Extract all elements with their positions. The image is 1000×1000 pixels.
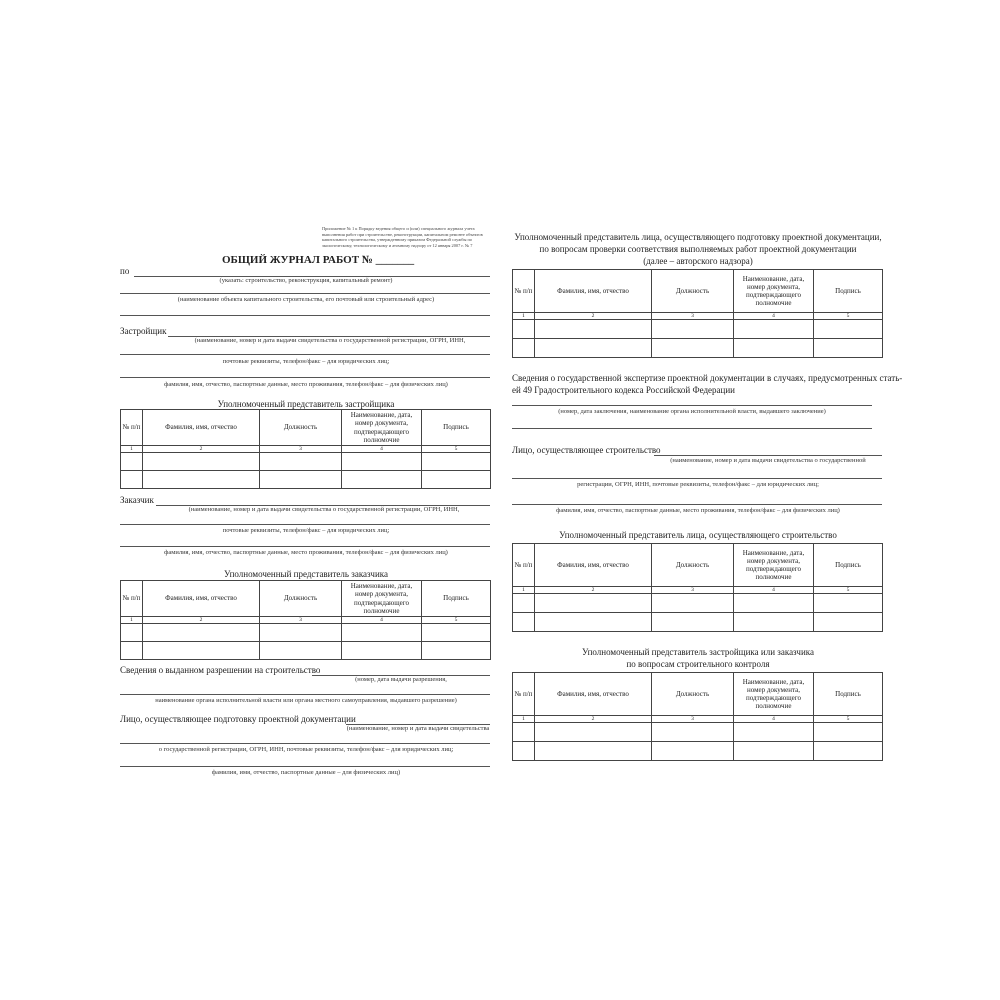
- expertise-line-2[interactable]: [512, 428, 872, 429]
- col-doc: Наименование, дата, номер документа, подтверждающего полномочие: [342, 581, 422, 617]
- col-name: Фамилия, имя, отчество: [535, 544, 652, 587]
- num-3: 3: [652, 716, 734, 723]
- col-name: Фамилия, имя, отчество: [143, 581, 260, 617]
- table-row[interactable]: [121, 642, 491, 660]
- developer-line-2[interactable]: [120, 354, 490, 355]
- cap-bld-2: регистрации, ОГРН, ИНН, почтовые реквизиты, телефон/факс – для юридических лиц;: [577, 481, 819, 488]
- rep-designer-heading-1: Уполномоченный представитель лица, осуществляющего подготовку проектной документации,: [514, 232, 882, 242]
- cap-cus-1: (наименование, номер и дата выдачи свидетельства о государственной регистрации, ОГРН, ИНН,: [188, 506, 460, 513]
- rep-control-heading-1: Уполномоченный представитель застройщика или заказчика: [581, 647, 815, 657]
- object-line[interactable]: [120, 293, 490, 294]
- col-num: № п/п: [513, 673, 535, 716]
- num-4: 4: [734, 716, 814, 723]
- builder-line-3[interactable]: [512, 504, 882, 505]
- cap-bld-1: (наименование, номер и дата выдачи свидетельства о государственной: [670, 457, 866, 464]
- journal-title: ОБЩИЙ ЖУРНАЛ РАБОТ № _______: [222, 254, 415, 266]
- num-2: 2: [535, 313, 652, 320]
- num-3: 3: [652, 587, 734, 594]
- num-4: 4: [342, 617, 422, 624]
- cap-bld-3: фамилия, имя, отчество, паспортные данные, место проживания, телефон/факс – для физических лиц): [556, 507, 840, 514]
- cap-dev-3: фамилия, имя, отчество, паспортные данные, место проживания, телефон/факс – для физических лиц): [164, 381, 448, 388]
- col-doc: Наименование, дата, номер документа, подтверждающего полномочие: [734, 544, 814, 587]
- rep-customer-heading: Уполномоченный представитель заказчика: [223, 569, 389, 579]
- col-num: № п/п: [513, 544, 535, 587]
- num-1: 1: [513, 716, 535, 723]
- expertise-text-2: ей 49 Градостроительного кодекса Российской Федерации: [512, 385, 735, 395]
- col-sign: Подпись: [814, 270, 883, 313]
- col-num: № п/п: [121, 581, 143, 617]
- cap-des-2: о государственной регистрации, ОГРН, ИНН, почтовые реквизиты, телефон/факс – для юридических лиц;: [158, 746, 454, 753]
- rep-designer-table: [512, 269, 883, 358]
- col-position: Должность: [260, 581, 342, 617]
- rep-designer-heading-3: (далее – авторского надзора): [643, 256, 753, 266]
- num-1: 1: [513, 587, 535, 594]
- cap-type: (указать: строительство, реконструкция, капитальный ремонт): [219, 277, 393, 284]
- cap-exp: (номер, дата заключения, наименование органа исполнительной власти, выдавшего заключение): [558, 408, 826, 415]
- col-doc: Наименование, дата, номер документа, подтверждающего полномочие: [734, 673, 814, 716]
- num-3: 3: [260, 617, 342, 624]
- col-name: Фамилия, имя, отчество: [535, 270, 652, 313]
- num-2: 2: [535, 716, 652, 723]
- num-5: 5: [814, 716, 883, 723]
- num-4: 4: [734, 587, 814, 594]
- num-3: 3: [260, 446, 342, 453]
- col-doc: Наименование, дата, номер документа, подтверждающего полномочие: [734, 270, 814, 313]
- col-num: № п/п: [121, 410, 143, 446]
- col-position: Должность: [652, 270, 734, 313]
- col-position: Должность: [652, 544, 734, 587]
- developer-label: Застройщик: [120, 326, 167, 336]
- customer-label: Заказчик: [120, 495, 154, 505]
- object-line-2[interactable]: [120, 315, 490, 316]
- po-label: по: [120, 266, 130, 276]
- num-4: 4: [342, 446, 422, 453]
- rep-designer-heading-2: по вопросам проверки соответствия выполняемых работ проектной документации: [539, 244, 857, 254]
- table-row[interactable]: [513, 742, 883, 761]
- col-name: Фамилия, имя, отчество: [535, 673, 652, 716]
- cap-dev-2: почтовые реквизиты, телефон/факс – для юридических лиц;: [222, 358, 390, 365]
- customer-line-3[interactable]: [120, 546, 490, 547]
- cap-dev-1: (наименование, номер и дата выдачи свидетельства о государственной регистрации, ОГРН, ИНН,: [194, 337, 466, 344]
- appendix-note: Приложение № 1 к Порядку ведения общего и (или) специального журнала учета выполнения работ при строительстве, реконструкции, капитальном ремонте объектов капитального строительства, утвержденному приказом Федеральной службы по экологическому, технологическому и атомному надзору от 12 января 2007 г. № 7: [322, 226, 483, 248]
- cap-cus-2: почтовые реквизиты, телефон/факс – для юридических лиц;: [222, 527, 390, 534]
- rep-developer-heading: Уполномоченный представитель застройщика: [217, 399, 395, 409]
- col-sign: Подпись: [422, 581, 491, 617]
- num-3: 3: [652, 313, 734, 320]
- col-position: Должность: [260, 410, 342, 446]
- num-1: 1: [121, 617, 143, 624]
- developer-line-3[interactable]: [120, 377, 490, 378]
- num-2: 2: [535, 587, 652, 594]
- num-5: 5: [814, 313, 883, 320]
- table-row[interactable]: [513, 723, 883, 742]
- rep-customer-table: [120, 580, 491, 660]
- col-sign: Подпись: [814, 544, 883, 587]
- table-row[interactable]: [121, 624, 491, 642]
- cap-des-1: (наименование, номер и дата выдачи свидетельства: [346, 725, 490, 732]
- rep-control-table: [512, 672, 883, 761]
- col-doc: Наименование, дата, номер документа, подтверждающего полномочие: [342, 410, 422, 446]
- permit-line-2[interactable]: [120, 694, 490, 695]
- rep-builder-heading: Уполномоченный представитель лица, осуществляющего строительство: [559, 530, 837, 540]
- customer-line-2[interactable]: [120, 524, 490, 525]
- col-name: Фамилия, имя, отчество: [143, 410, 260, 446]
- table-row[interactable]: [121, 471, 491, 489]
- cap-object: (наименование объекта капитального строительства, его почтовый или строительный адрес): [177, 296, 435, 303]
- rep-control-heading-2: по вопросам строительного контроля: [626, 659, 770, 669]
- num-2: 2: [143, 617, 260, 624]
- permit-label: Сведения о выданном разрешении на строительство: [120, 665, 321, 675]
- col-sign: Подпись: [814, 673, 883, 716]
- num-1: 1: [513, 313, 535, 320]
- num-1: 1: [121, 446, 143, 453]
- rep-developer-table: [120, 409, 491, 489]
- col-sign: Подпись: [422, 410, 491, 446]
- designer-line-3[interactable]: [120, 766, 490, 767]
- num-4: 4: [734, 313, 814, 320]
- num-5: 5: [422, 446, 491, 453]
- expertise-line[interactable]: [512, 405, 872, 406]
- cap-permit-1: (номер, дата выдачи разрешения,: [355, 676, 447, 683]
- table-row[interactable]: [121, 453, 491, 471]
- num-2: 2: [143, 446, 260, 453]
- cap-permit-2: наименование органа исполнительной власти или органа местного самоуправления, выдавшего разрешение): [155, 697, 457, 704]
- rep-builder-table: [512, 543, 883, 632]
- cap-des-3: фамилия, имя, отчество, паспортные данные – для физических лиц): [211, 769, 401, 776]
- designer-line-2[interactable]: [120, 743, 490, 744]
- expertise-text-1: Сведения о государственной экспертизе проектной документации в случаях, предусмотренных стать-: [512, 373, 903, 383]
- builder-line-2[interactable]: [512, 478, 882, 479]
- col-num: № п/п: [513, 270, 535, 313]
- num-5: 5: [814, 587, 883, 594]
- table-row[interactable]: [513, 320, 883, 339]
- table-row[interactable]: [513, 594, 883, 613]
- cap-cus-3: фамилия, имя, отчество, паспортные данные, место проживания, телефон/факс – для физических лиц): [164, 549, 448, 556]
- num-5: 5: [422, 617, 491, 624]
- builder-label: Лицо, осуществляющее строительство: [512, 445, 661, 455]
- designer-label: Лицо, осуществляющее подготовку проектной документации: [120, 714, 356, 724]
- builder-line[interactable]: [654, 455, 882, 456]
- table-row[interactable]: [513, 613, 883, 632]
- col-position: Должность: [652, 673, 734, 716]
- table-row[interactable]: [513, 339, 883, 358]
